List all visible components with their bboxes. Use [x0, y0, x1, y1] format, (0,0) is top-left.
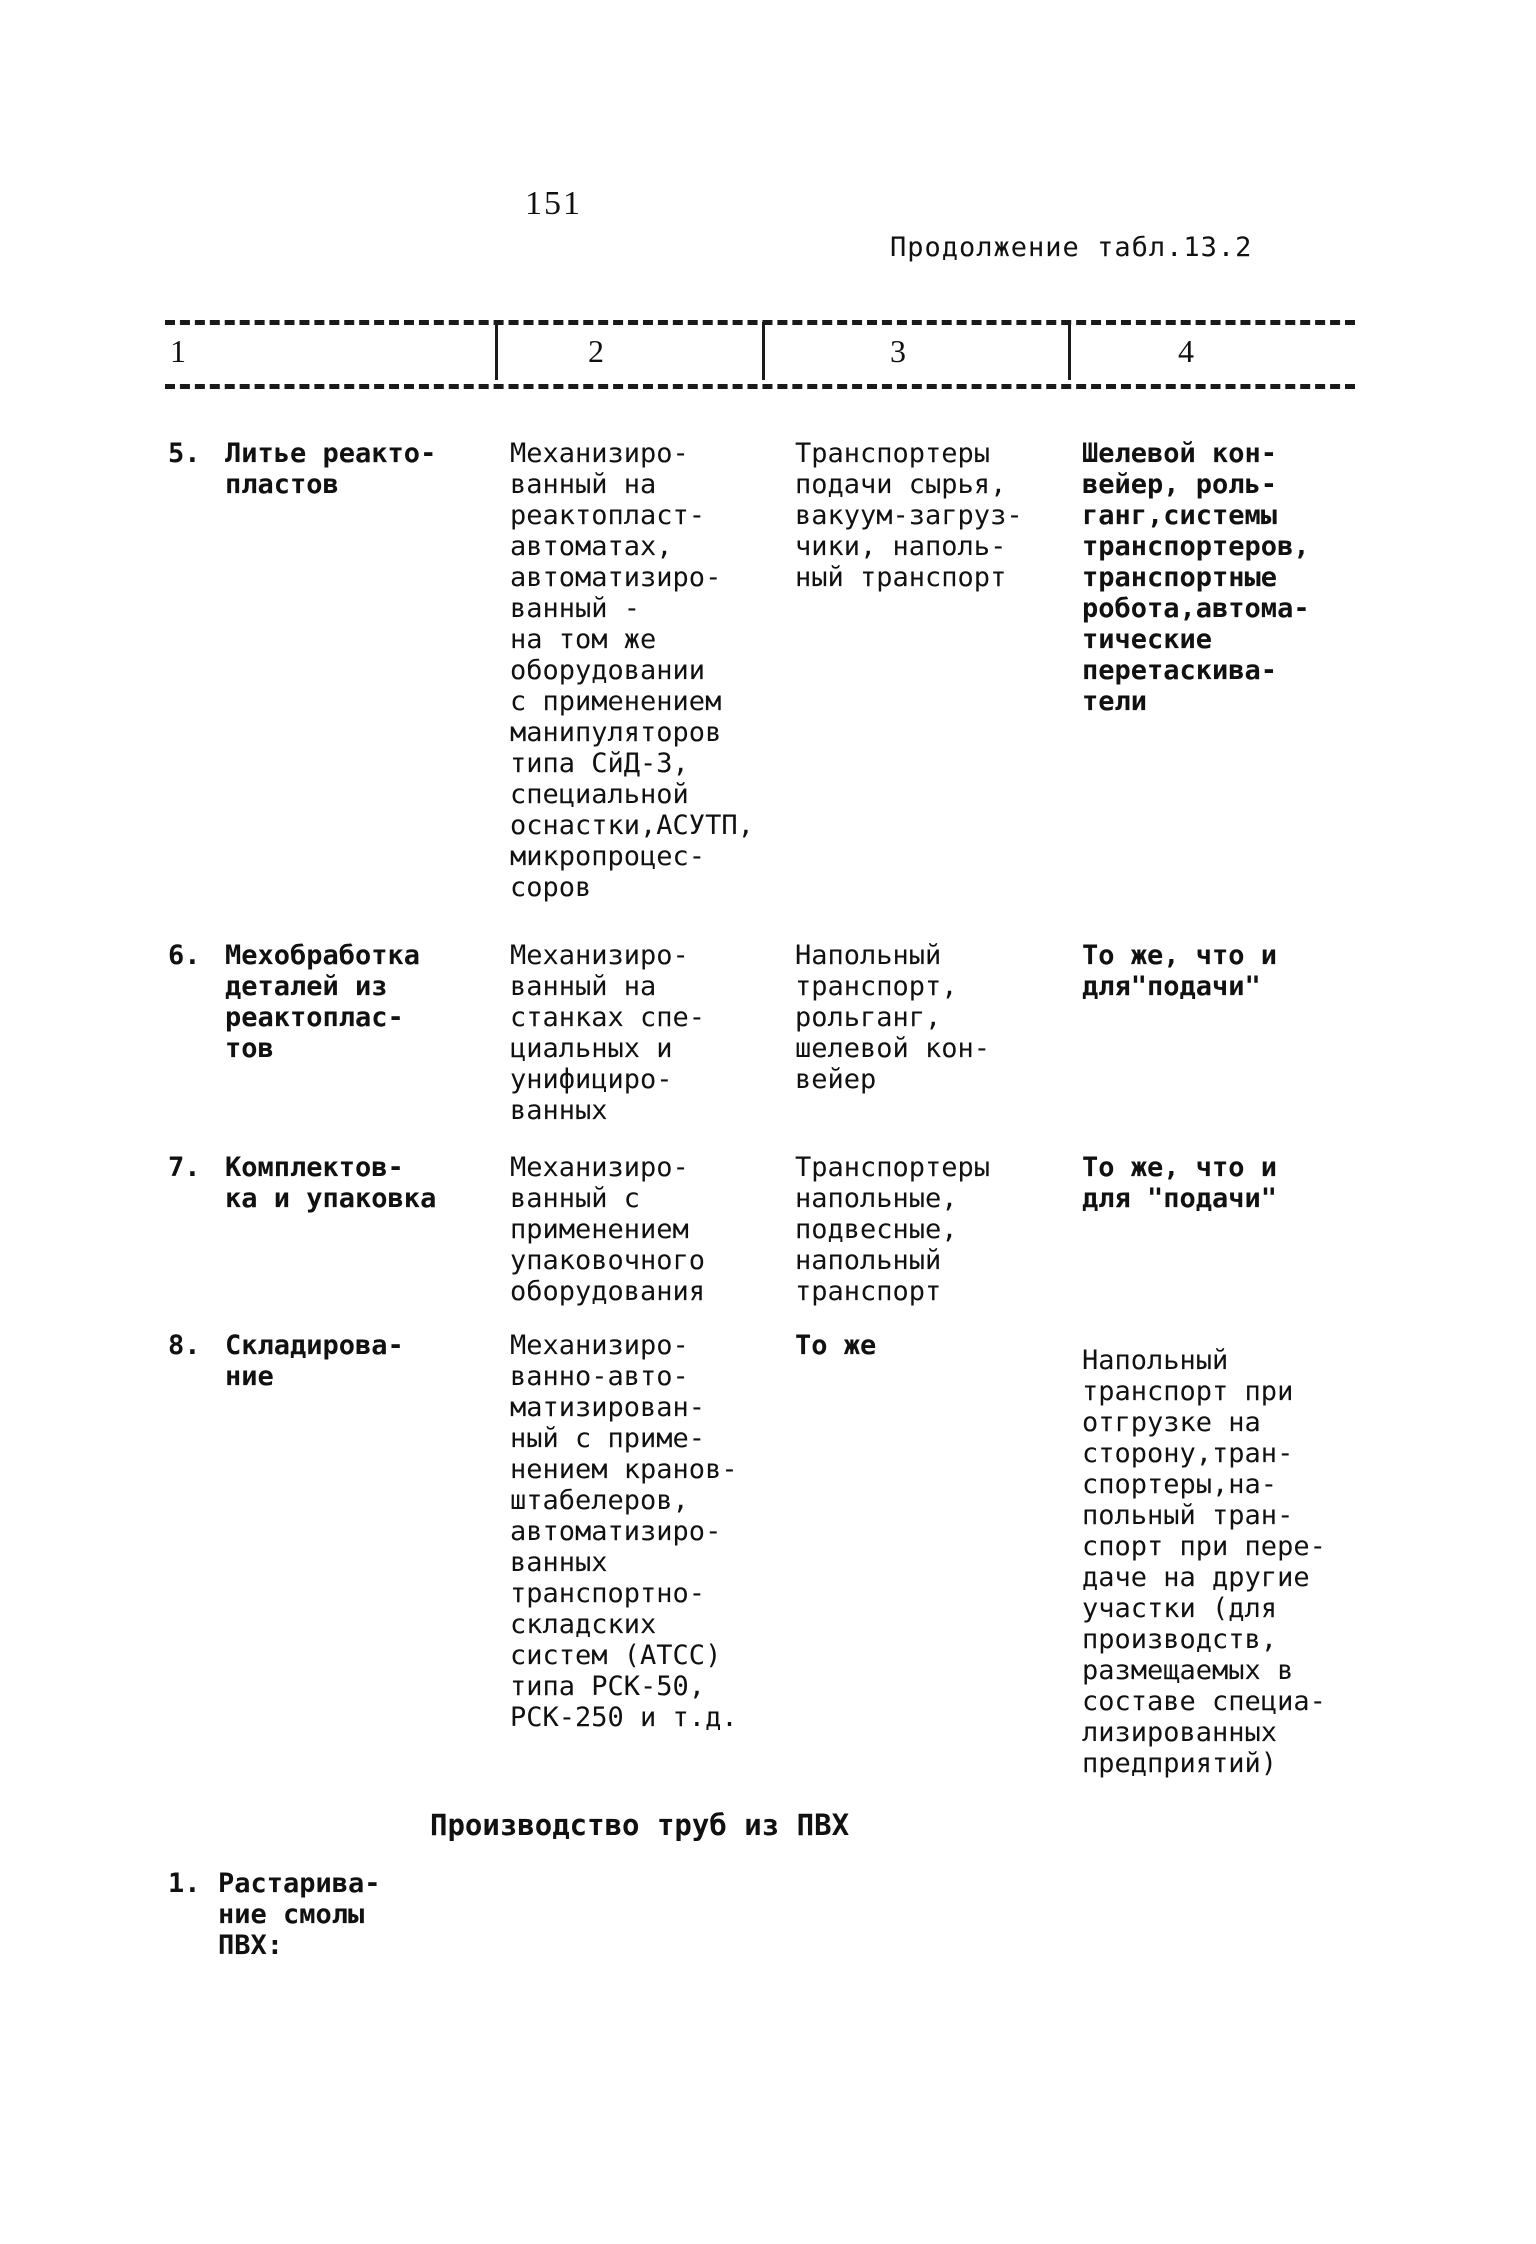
table-caption: Продолжение табл.13.2: [890, 232, 1253, 263]
header-rule-top: [165, 320, 1355, 325]
column-separator: [495, 322, 498, 380]
header-rule-bottom: [165, 384, 1355, 389]
page-number: 151: [525, 185, 582, 222]
column-number-3: 3: [890, 333, 906, 369]
equipment-cell: То же, что и для "подачи": [1082, 1152, 1278, 1214]
operation-cell: Складирова- ние: [225, 1330, 404, 1392]
transport-cell: Транспортеры напольные, подвесные, напольный транспорт: [795, 1152, 991, 1307]
operation-cell: Мехобработка деталей из реактоплас- тов: [225, 940, 421, 1064]
column-separator: [762, 322, 765, 380]
method-cell: Механизиро- ванно-авто- матизирован- ный с приме- нением кранов- штабелеров, автоматизиро- ванных транспортно- складских систем (АТСС) типа РСК-50, РСК-250 и т.д.: [510, 1330, 738, 1733]
row-number: 8.: [168, 1330, 201, 1361]
transport-cell: То же: [795, 1330, 877, 1361]
section-heading: Производство труб из ПВХ: [430, 1808, 850, 1842]
row-number: 1.: [168, 1868, 201, 1899]
method-cell: Механизиро- ванный на станках спе- циальных и унифициро- ванных: [510, 940, 706, 1126]
method-cell: Механизиро- ванный с применением упаковочного оборудования: [510, 1152, 706, 1307]
operation-cell: Литье реакто- пластов: [225, 438, 437, 500]
equipment-cell: Напольный транспорт при отгрузке на сторону,тран- спортеры,на- польный тран- спорт при пере- даче на другие участки (для производств, размещаемых в составе специа- лизированных предприятий): [1082, 1345, 1326, 1779]
method-cell: Механизиро- ванный на реактопласт- автоматах, автоматизиро- ванный - на том же оборудовании с применением манипуляторов типа СйД-3, специальной оснастки,АСУТП, микропроцес- соров: [510, 438, 754, 903]
column-number-1: 1: [170, 333, 186, 369]
row-number: 5.: [168, 438, 201, 469]
operation-cell: Комплектов- ка и упаковка: [225, 1152, 437, 1214]
equipment-cell: Шелевой кон- вейер, роль- ганг,системы транспортеров, транспортные робота,автома- тические перетаскива- тели: [1082, 438, 1310, 717]
column-number-4: 4: [1178, 333, 1194, 369]
column-number-2: 2: [588, 333, 604, 369]
transport-cell: Транспортеры подачи сырья, вакуум-загруз- чики, наполь- ный транспорт: [795, 438, 1023, 593]
row-number: 6.: [168, 940, 201, 971]
column-separator: [1068, 322, 1071, 380]
operation-cell: Растарива- ние смолы ПВХ:: [218, 1868, 381, 1961]
row-number: 7.: [168, 1152, 201, 1183]
transport-cell: Напольный транспорт, рольганг, шелевой кон- вейер: [795, 940, 991, 1095]
equipment-cell: То же, что и для"подачи": [1082, 940, 1278, 1002]
